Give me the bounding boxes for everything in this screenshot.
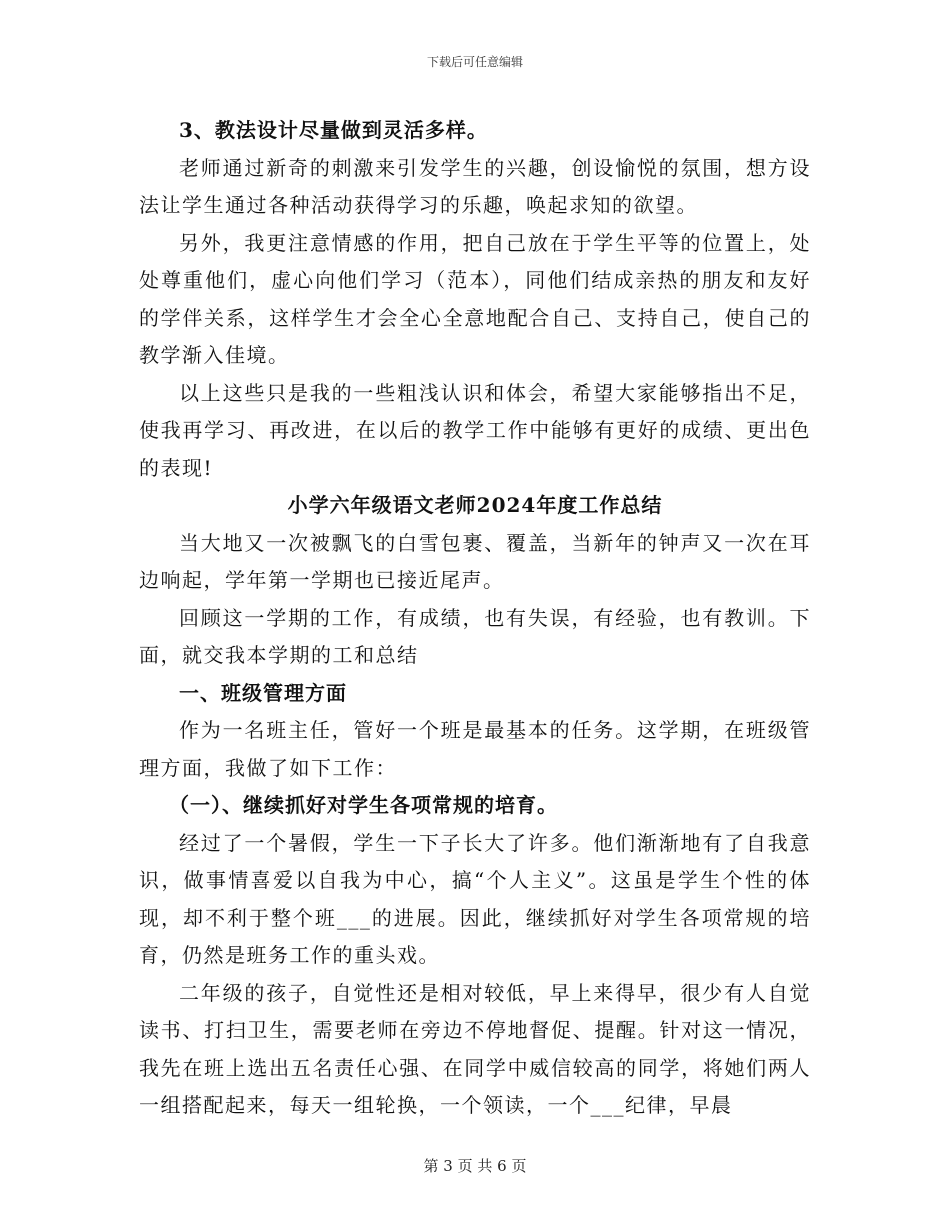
page-footer: 第 3 页 共 6 页 bbox=[423, 1157, 527, 1175]
paragraph: 作为一名班主任，管好一个班是最基本的任务。这学期，在班级管理方面，我做了如下工作： bbox=[139, 718, 811, 780]
paragraph: 经过了一个暑假，学生一下子长大了许多。他们渐渐地有了自我意识，做事情喜爱以自我为中心，搞“个人主义”。这虽是学生个性的体现，却不利于整个班___的进展。因此，继续抓好对学生各项常规的培育，仍然是班务工作的重头戏。 bbox=[139, 830, 811, 967]
section-heading-class-management: 一、班级管理方面 bbox=[179, 680, 347, 705]
document-title: 小学六年级语文老师2024年度工作总结 bbox=[287, 493, 663, 517]
paragraph: 回顾这一学期的工作，有成绩，也有失误，有经验，也有教训。下面，就交我本学期的工和总结 bbox=[139, 605, 811, 667]
paragraph: 另外，我更注意情感的作用，把自己放在于学生平等的位置上，处处尊重他们，虚心向他们学习（范本），同他们结成亲热的朋友和友好的学伴关系，这样学生才会全心全意地配合自己、支持自己，使自己的教学渐入佳境。 bbox=[139, 230, 811, 367]
subsection-heading-routine-training: （一）、继续抓好对学生各项常规的培育。 bbox=[169, 793, 558, 817]
paragraph: 二年级的孩子，自觉性还是相对较低，早上来得早，很少有人自觉读书、打扫卫生，需要老师在旁边不停地督促、提醒。针对这一情况，我先在班上选出五名责任心强、在同学中威信较高的同学，将她们两人一组搭配起来，每天一组轮换，一个领读，一个___纪律，早晨 bbox=[139, 980, 811, 1117]
paragraph: 以上这些只是我的一些粗浅认识和体会，希望大家能够指出不足，使我再学习、再改进，在以后的教学工作中能够有更好的成绩、更出色的表现! bbox=[139, 380, 811, 480]
document-body bbox=[139, 112, 811, 1125]
heading-teaching-method: 3、教法设计尽量做到灵活多样。 bbox=[179, 118, 488, 142]
page-header: 下载后可任意编辑 bbox=[426, 55, 523, 69]
paragraph: 老师通过新奇的刺激来引发学生的兴趣，创设愉悦的氛围，想方设法让学生通过各种活动获得学习的乐趣，唤起求知的欲望。 bbox=[139, 155, 811, 217]
paragraph: 当大地又一次被飘飞的白雪包裹、覆盖，当新年的钟声又一次在耳边响起，学年第一学期也已接近尾声。 bbox=[139, 530, 811, 592]
